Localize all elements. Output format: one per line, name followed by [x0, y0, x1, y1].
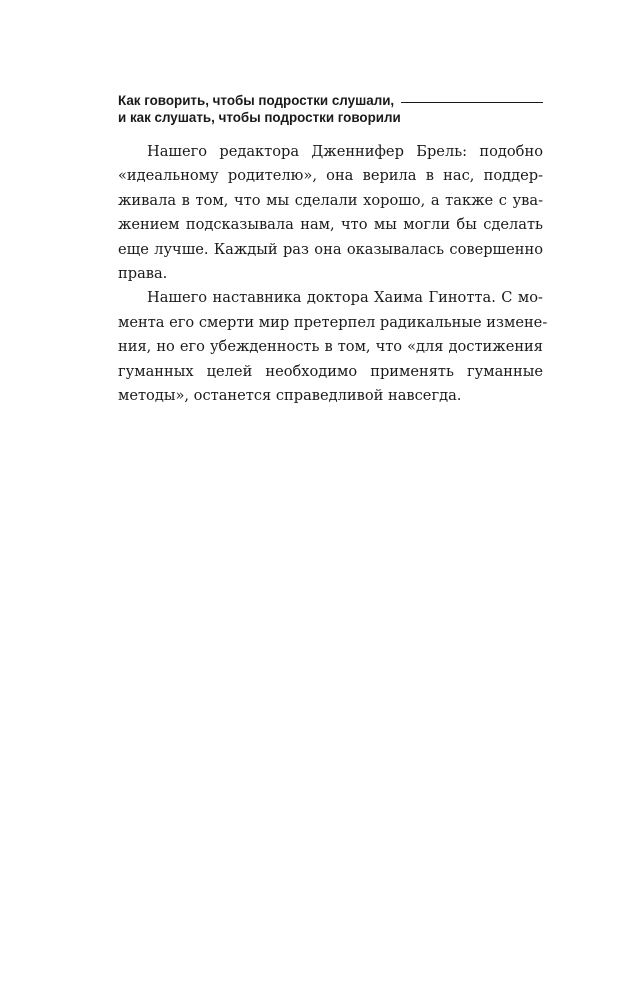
text-line: еще лучше. Каждый раз она оказывалась совершенно: [118, 240, 543, 258]
text-line: гуманных целей необходимо применять гуманные: [118, 362, 543, 380]
running-head-title-part-2: и как слушать, чтобы подростки говорили: [118, 110, 401, 125]
text-line: «идеальному родителю», она верила в нас, поддер-: [118, 167, 543, 185]
text-line: жением подсказывала нам, что мы могли бы сделать: [118, 216, 543, 234]
text-line: Нашего наставника доктора Хаима Гинотта. С мо-: [147, 289, 543, 307]
body-text: [118, 140, 548, 408]
text-line: мента его смерти мир претерпел радикальные измене-: [118, 313, 548, 331]
text-line: живала в том, что мы сделали хорошо, а также с ува-: [118, 191, 543, 209]
text-line: ния, но его убежденность в том, что «для достижения: [118, 338, 543, 356]
running-head-line-1: [118, 92, 543, 109]
text-line: методы», останется справедливой навсегда.: [118, 387, 462, 405]
paragraph-mentor: [118, 286, 548, 408]
running-head-title-part-1: Как говорить, чтобы подростки слушали,: [118, 93, 395, 108]
running-head-rule: [401, 102, 543, 103]
running-head: [118, 92, 543, 126]
text-line: Нашего редактора Дженнифер Брель: подобно: [147, 143, 543, 160]
text-line: права.: [118, 265, 168, 283]
paragraph-editor: [118, 140, 543, 286]
